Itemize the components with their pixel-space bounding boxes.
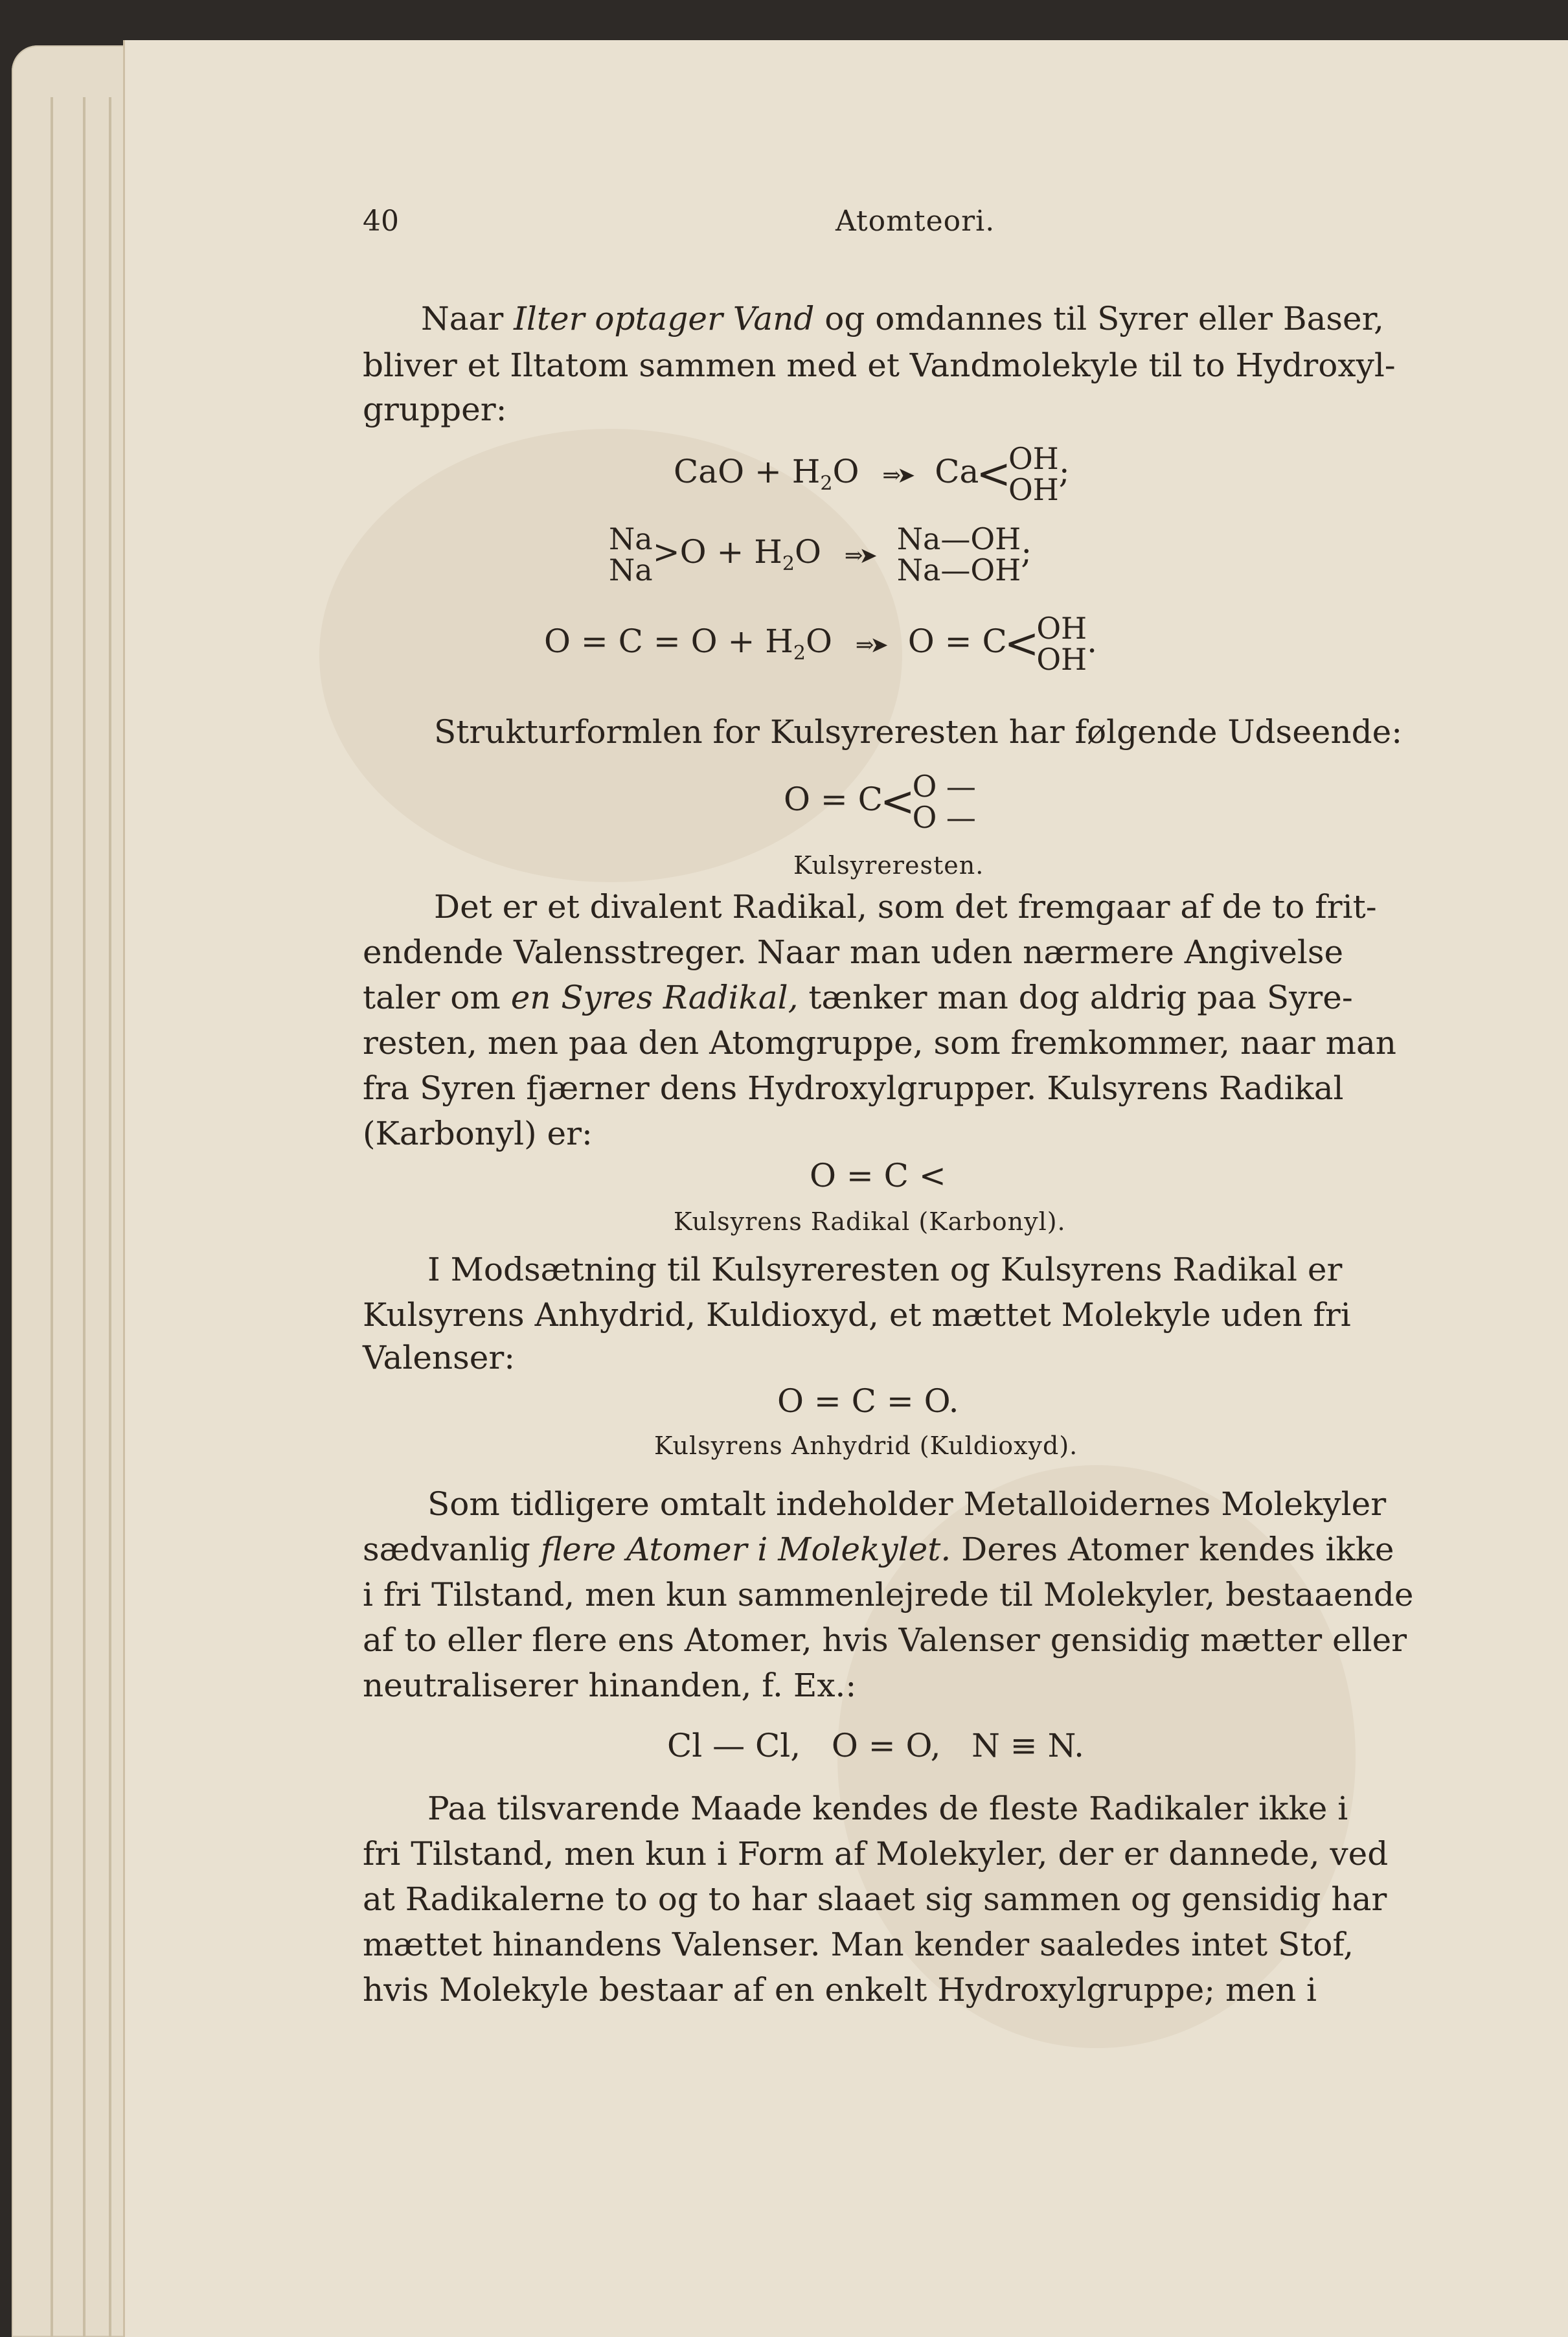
running-title: Atomteori. (835, 205, 995, 238)
text-line: i fri Tilstand, men kun sammenlejrede til Molekyler, bestaaende (363, 1576, 1414, 1613)
text-line: resten, men paa den Atomgruppe, som fremkommer, naar man (363, 1024, 1396, 1062)
text-line: fra Syren fjærner dens Hydroxylgrupper. Kulsyrens Radikal (363, 1069, 1344, 1107)
text-line: (Karbonyl) er: (363, 1115, 593, 1152)
text-line: mættet hinandens Valenser. Man kender saaledes intet Stof, (363, 1926, 1354, 1963)
text-line: hvis Molekyle bestaar af en enkelt Hydroxylgruppe; men i (363, 1971, 1317, 2009)
formula-carbonyl: O = C < (810, 1157, 946, 1194)
reaction-arrow-icon: ⇒➤ (844, 543, 874, 569)
formula-carbon-dioxide: O = C = O. (777, 1382, 959, 1420)
page-edge (51, 97, 53, 2337)
text-line: grupper: (363, 391, 507, 428)
text-line: at Radikalerne to og to har slaaet sig sammen og gensidig har (363, 1880, 1387, 1918)
formula-caption: Kulsyrens Anhydrid (Kuldioxyd). (654, 1431, 1078, 1460)
text-line: Naar Ilter optager Vand og omdannes til Syrer eller Baser, (421, 300, 1384, 337)
formula-carbonic-rest: O = C<O — O — (784, 769, 976, 835)
page-edge (83, 97, 85, 2337)
equation-calcium-hydroxide: CaO + $H_2O$ ⇒➤ Ca<OH OH; (674, 441, 1070, 507)
equation-sodium-hydroxide: Na $Na>O + H_2O$ ⇒➤ Na—OH Na—OH; (609, 521, 1032, 587)
text-line: bliver et Iltatom sammen med et Vandmolekyle til to Hydroxyl- (363, 347, 1396, 384)
equation-carbonic-acid: $O = C = O + H_2O$ ⇒➤ O = C<OH OH. (544, 611, 1098, 677)
formula-caption: Kulsyreresten. (793, 851, 984, 880)
text-line: Paa tilsvarende Maade kendes de fleste Radikaler ikke i (427, 1790, 1348, 1827)
page-edge (109, 97, 111, 2337)
text-line: taler om en Syres Radikal, tænker man dog aldrig paa Syre- (363, 979, 1353, 1016)
text-line: sædvanlig flere Atomer i Molekylet. Deres Atomer kendes ikke (363, 1531, 1394, 1568)
reaction-arrow-icon: ⇒➤ (882, 462, 912, 488)
text-line: Som tidligere omtalt indeholder Metalloidernes Molekyler (427, 1485, 1387, 1523)
emphasis: flere Atomer i Molekylet. (540, 1531, 951, 1568)
text-line: neutraliserer hinanden, f. Ex.: (363, 1667, 857, 1704)
formula-caption: Kulsyrens Radikal (Karbonyl). (674, 1207, 1066, 1236)
text-line: I Modsætning til Kulsyreresten og Kulsyrens Radikal er (427, 1251, 1343, 1288)
text-line: fri Tilstand, men kun i Form af Molekyler, der er dannede, ved (363, 1835, 1389, 1873)
emphasis: en Syres Radikal, (510, 979, 799, 1016)
text-line: Det er et divalent Radikal, som det fremgaar af de to frit- (434, 888, 1377, 926)
paragraph-2: Strukturformlen for Kulsyreresten har følgende Udseende: (434, 713, 1403, 751)
formula-diatomic-molecules: Cl — Cl, O = O, N ≡ N. (667, 1727, 1085, 1764)
emphasis: Ilter optager Vand (514, 300, 815, 337)
text-line: Valenser: (363, 1339, 516, 1376)
text-line: endende Valensstreger. Naar man uden nærmere Angivelse (363, 933, 1344, 971)
text-line: Kulsyrens Anhydrid, Kuldioxyd, et mættet Molekyle uden fri (363, 1296, 1351, 1334)
page-number: 40 (363, 205, 399, 238)
text-line: af to eller flere ens Atomer, hvis Valenser gensidig mætter eller (363, 1621, 1407, 1659)
text-column (363, 0, 1425, 2267)
reaction-arrow-icon: ⇒➤ (855, 632, 885, 658)
